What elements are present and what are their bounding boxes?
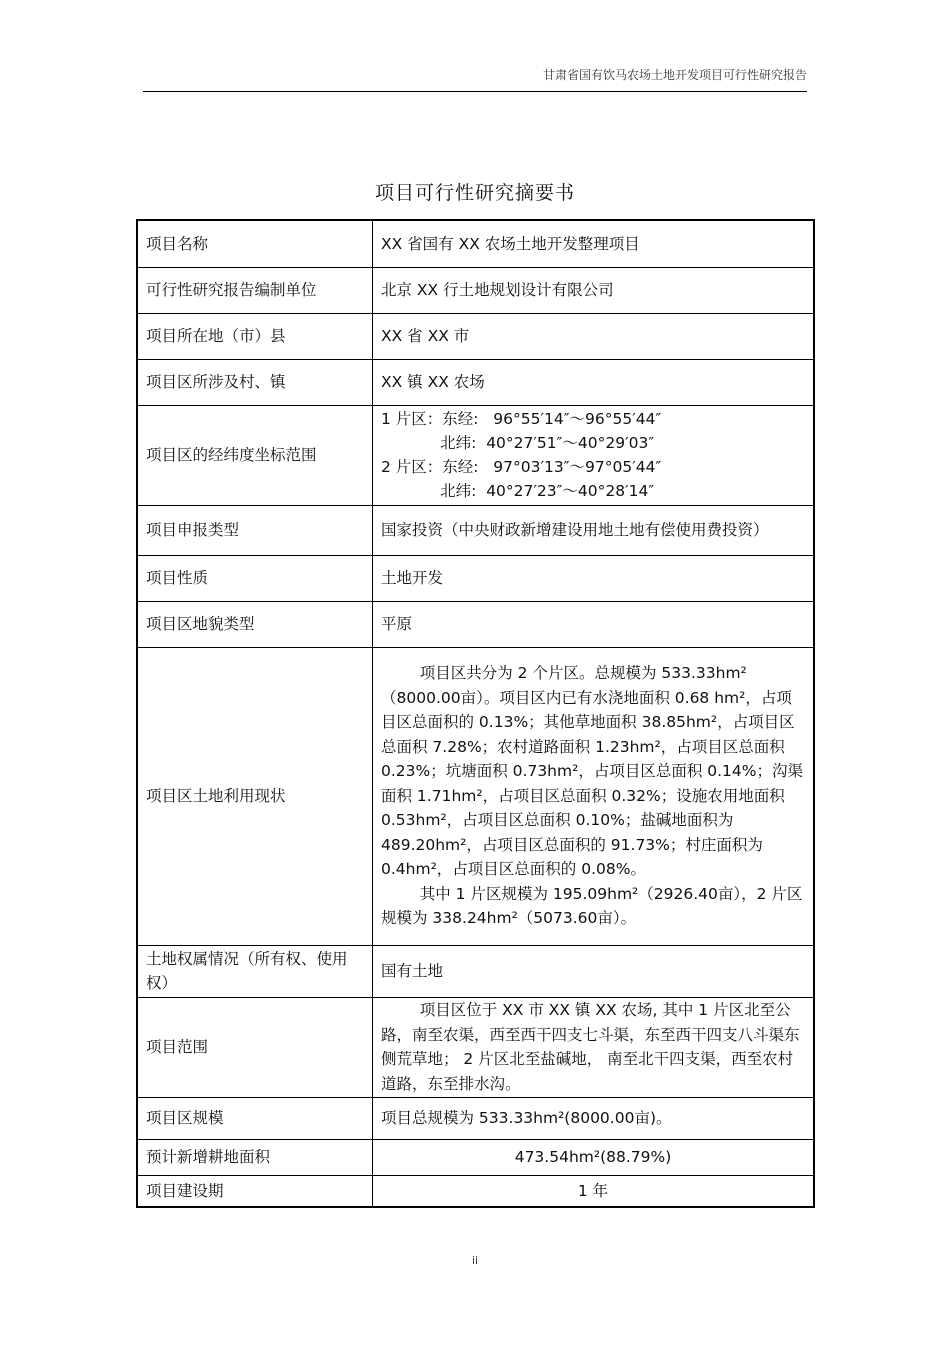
row-value-ownership: 国有土地 — [373, 945, 815, 997]
row-value-scale: 项目总规模为 533.33hm²(8000.00亩)。 — [373, 1097, 815, 1139]
row-value-project-name: XX 省国有 XX 农场土地开发整理项目 — [373, 220, 815, 267]
scope-paragraph: 项目区位于 XX 市 XX 镇 XX 农场, 其中 1 片区北至公路，南至农渠，西至西干四支七斗渠，东至西干四支八斗渠东侧荒草地； 2 片区北至盐碱地， 南至北干四支渠，西至农村道路，东至排水沟。 — [381, 1001, 800, 1093]
row-value-landform: 平原 — [373, 601, 815, 647]
table-row — [137, 997, 814, 1097]
table-row — [137, 647, 814, 945]
table-row — [137, 555, 814, 601]
row-value-application-type: 国家投资（中央财政新增建设用地土地有偿使用费投资） — [373, 505, 815, 555]
row-label-coordinates: 项目区的经纬度坐标范围 — [137, 405, 373, 505]
row-label-new-farmland: 预计新增耕地面积 — [137, 1139, 373, 1175]
row-value-nature: 土地开发 — [373, 555, 815, 601]
table-row — [137, 1139, 814, 1175]
row-label-construction-period: 项目建设期 — [137, 1175, 373, 1207]
row-label-land-use: 项目区土地利用现状 — [137, 647, 373, 945]
row-label-project-name: 项目名称 — [137, 220, 373, 267]
row-label-location: 项目所在地（市）县 — [137, 313, 373, 359]
row-label-landform: 项目区地貌类型 — [137, 601, 373, 647]
header-rule — [143, 91, 807, 92]
row-value-land-use — [373, 647, 815, 945]
row-value-coordinates — [373, 405, 815, 505]
table-row — [137, 313, 814, 359]
row-label-ownership: 土地权属情况（所有权、使用权） — [137, 945, 373, 997]
coord-line: 北纬: 40°27′51″～40°29′03″ — [381, 434, 655, 452]
table-row — [137, 601, 814, 647]
table-row — [137, 359, 814, 405]
land-use-paragraph: 其中 1 片区规模为 195.09hm²（2926.40亩），2 片区规模为 338.24hm²（5073.60亩）。 — [381, 884, 803, 928]
row-label-scope: 项目范围 — [137, 997, 373, 1097]
land-use-paragraph: 项目区共分为 2 个片区。总规模为 533.33hm²（8000.00亩）。项目区内已有水浇地面积 0.68 hm²，占项目区总面积的 0.13%；其他草地面积 38.85hm²，占项目区总面积 7.28%；农村道路面积 1.23hm²，占项目区总面积 0.23%；坑塘面积 0.73hm²，占项目区总面积 0.14%；沟渠面积 1.71hm²，占项目区总面积 0.32%；设施农用地面积 0.53hm²，占项目区总面积 0.10%；盐碱地面积为 489.20hm²，占项目区总面积的 91.73%；村庄面积为 0.4hm²，占项目区总面积的 0.08%。 — [381, 664, 803, 879]
row-label-compiler: 可行性研究报告编制单位 — [137, 267, 373, 313]
table-row — [137, 405, 814, 505]
row-label-application-type: 项目申报类型 — [137, 505, 373, 555]
table-row — [137, 220, 814, 267]
page-number: ii — [471, 1254, 479, 1267]
row-label-nature: 项目性质 — [137, 555, 373, 601]
table-row — [137, 1175, 814, 1207]
row-value-compiler: 北京 XX 行土地规划设计有限公司 — [373, 267, 815, 313]
row-value-location: XX 省 XX 市 — [373, 313, 815, 359]
table-row — [137, 1097, 814, 1139]
table-row — [137, 267, 814, 313]
row-value-scope — [373, 997, 815, 1097]
document-title: 项目可行性研究摘要书 — [374, 182, 575, 204]
coord-line: 1 片区：东经: 96°55′14″～96°55′44″ — [381, 410, 662, 428]
table-row — [137, 505, 814, 555]
running-header: 甘肃省国有饮马农场土地开发项目可行性研究报告 — [542, 68, 807, 82]
row-label-villages: 项目区所涉及村、镇 — [137, 359, 373, 405]
row-value-villages: XX 镇 XX 农场 — [373, 359, 815, 405]
row-value-construction-period: 1 年 — [373, 1175, 815, 1207]
coord-line: 北纬: 40°27′23″～40°28′14″ — [381, 482, 655, 500]
table-row — [137, 945, 814, 997]
coord-line: 2 片区：东经: 97°03′13″～97°05′44″ — [381, 458, 662, 476]
row-value-new-farmland: 473.54hm²(88.79%) — [373, 1139, 815, 1175]
row-label-scale: 项目区规模 — [137, 1097, 373, 1139]
summary-table — [136, 219, 815, 1208]
